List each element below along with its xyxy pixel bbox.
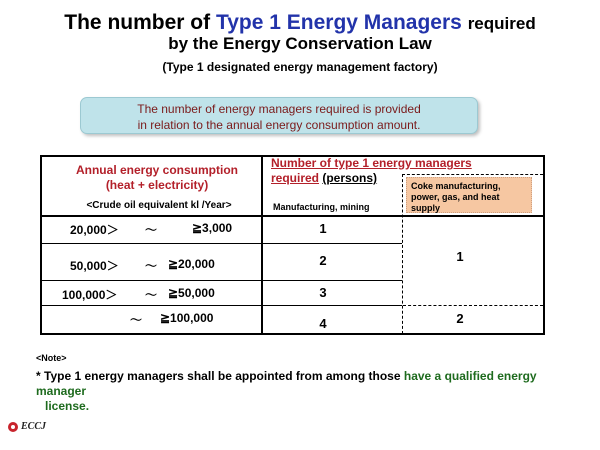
page-subtitle: (Type 1 designated energy management factory) bbox=[162, 60, 438, 74]
table-bottom-border bbox=[40, 333, 545, 335]
title-prefix: The number of bbox=[64, 11, 211, 34]
requirements-table bbox=[40, 155, 545, 335]
row1-lower: ≧3,000 bbox=[192, 221, 233, 235]
row-divider bbox=[40, 243, 402, 244]
coke-column-divider bbox=[402, 174, 403, 334]
row3-upper: 100,000＞ bbox=[62, 288, 118, 302]
table-right-border bbox=[543, 155, 545, 335]
coke-group-value: 1 bbox=[456, 249, 464, 264]
row4-lower: ≧100,000 bbox=[160, 311, 214, 325]
row2-upper: 50,000＞ bbox=[70, 259, 119, 273]
row-divider bbox=[40, 280, 402, 281]
table-header-border bbox=[40, 215, 545, 217]
row4-tilde: ～ bbox=[130, 313, 143, 327]
note-heading: <Note> bbox=[36, 353, 67, 363]
row3-manufacturing: 3 bbox=[319, 285, 327, 300]
row-divider bbox=[40, 305, 402, 306]
row2-tilde: ～ bbox=[145, 259, 158, 273]
row3-lower: ≧50,000 bbox=[168, 286, 215, 300]
row1-tilde: ～ bbox=[145, 223, 158, 237]
info-callout bbox=[80, 97, 478, 134]
row1-manufacturing: 1 bbox=[319, 221, 327, 236]
title-line2: by the Energy Conservation Law bbox=[168, 34, 432, 53]
row1-upper: 20,000＞ bbox=[70, 223, 119, 237]
coke-row-divider bbox=[403, 305, 543, 306]
managers-header: Number of type 1 energy managers required (persons) bbox=[271, 156, 472, 185]
eccj-logo: ECCJ bbox=[8, 421, 46, 432]
callout-line2: in relation to the annual energy consumption amount. bbox=[137, 118, 421, 132]
coke-label: Coke manufacturing, power, gas, and heat supply bbox=[406, 177, 532, 213]
title-suffix: required bbox=[467, 14, 536, 33]
consumption-header: Annual energy consumption (heat + electricity) bbox=[75, 163, 238, 192]
row2-lower: ≧20,000 bbox=[168, 257, 215, 271]
callout-line1: The number of energy managers required is provided bbox=[137, 102, 421, 116]
unit-label: <Crude oil equivalent kl /Year> bbox=[86, 200, 232, 211]
row3-tilde: ～ bbox=[145, 288, 158, 302]
row4-manufacturing: 4 bbox=[319, 316, 327, 331]
title-accent: Type 1 Energy Managers bbox=[215, 11, 462, 34]
manufacturing-label: Manufacturing, mining bbox=[273, 202, 370, 212]
row2-manufacturing: 2 bbox=[319, 253, 327, 268]
coke-last-value: 2 bbox=[456, 311, 464, 326]
page-title bbox=[0, 12, 600, 53]
note-text: * Type 1 energy managers shall be appointed from among those have a qualified energy manager license. bbox=[36, 369, 537, 413]
logo-icon bbox=[8, 422, 18, 432]
table-left-border bbox=[40, 155, 42, 335]
